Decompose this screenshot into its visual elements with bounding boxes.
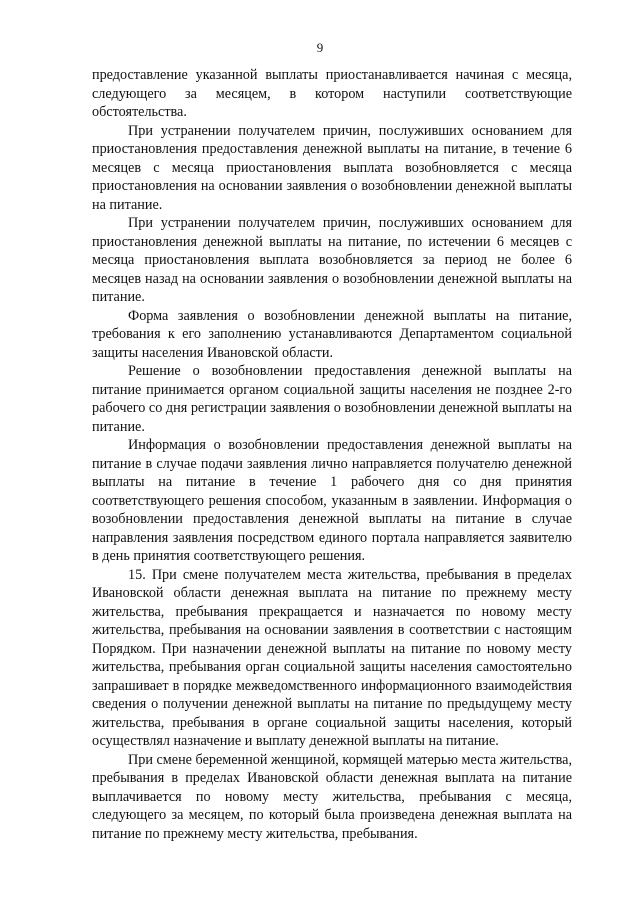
paragraph-clause-15-residence-change: 15. При смене получателем места жительства, пребывания в пределах Ивановской области денежная выплата на питание по прежнему месту жительства, пребывания прекращается и назначается по новому месту жительства, пребывания на основании заявления в соответствии с настоящим Порядком. При назначении денежной выплаты на питание по новому месту жительства, пребывания орган социальной защиты населения самостоятельно запрашивает в порядке межведомственного информационного взаимодействия сведения о получении денежной выплаты на питание по предыдущему месту жительства, пребывания в органе социальной защиты населения, который осуществлял назначение и выплату денежной выплаты на питание. <box>92 566 572 749</box>
page-number: 9 <box>316 40 324 55</box>
document-body <box>92 66 572 843</box>
paragraph-application-form: Форма заявления о возобновлении денежной выплаты на питание, требования к его заполнению устанавливаются Департаментом социальной защиты населения Ивановской области. <box>92 307 572 361</box>
paragraph-continuation: предоставление указанной выплаты приостанавливается начиная с месяца, следующего за месяцем, в котором наступили соответствующие обстоятельства. <box>92 67 572 120</box>
paragraph-resume-notification: Информация о возобновлении предоставления денежной выплаты на питание в случае подачи заявления лично направляется получателю денежной выплаты на питание в течение 1 рабочего дня со дня принятия соответствующего решения способом, указанным в заявлении. Информация о возобновлении предоставления денежной выплаты на питание в случае направления заявления посредством единого портала направляется заявителю в день принятия соответствующего решения. <box>92 437 572 564</box>
paragraph-resume-within-6-months: При устранении получателем причин, послуживших основанием для приостановления предоставления денежной выплаты на питание, в течение 6 месяцев с месяца приостановления выплата возобновляется с месяца приостановления на основании заявления о возобновлении денежной выплаты на питание. <box>92 122 572 213</box>
paragraph-pregnant-nursing-residence-change: При смене беременной женщиной, кормящей матерью места жительства, пребывания в пределах Ивановской области денежная выплата на питание выплачивается по новому месту жительства, пребывания с месяца, следующего за месяцем, по который была произведена денежная выплата на питание по прежнему месту жительства, пребывания. <box>92 751 572 842</box>
paragraph-resume-decision: Решение о возобновлении предоставления денежной выплаты на питание принимается органом социальной защиты населения не позднее 2-го рабочего со дня регистрации заявления о возобновлении денежной выплаты на питание. <box>92 363 572 435</box>
paragraph-resume-after-6-months: При устранении получателем причин, послуживших основанием для приостановления денежной выплаты на питание, по истечении 6 месяцев с месяца приостановления выплата возобновляется за период не более 6 месяцев назад на основании заявления о возобновлении денежной выплаты на питание. <box>92 215 572 305</box>
